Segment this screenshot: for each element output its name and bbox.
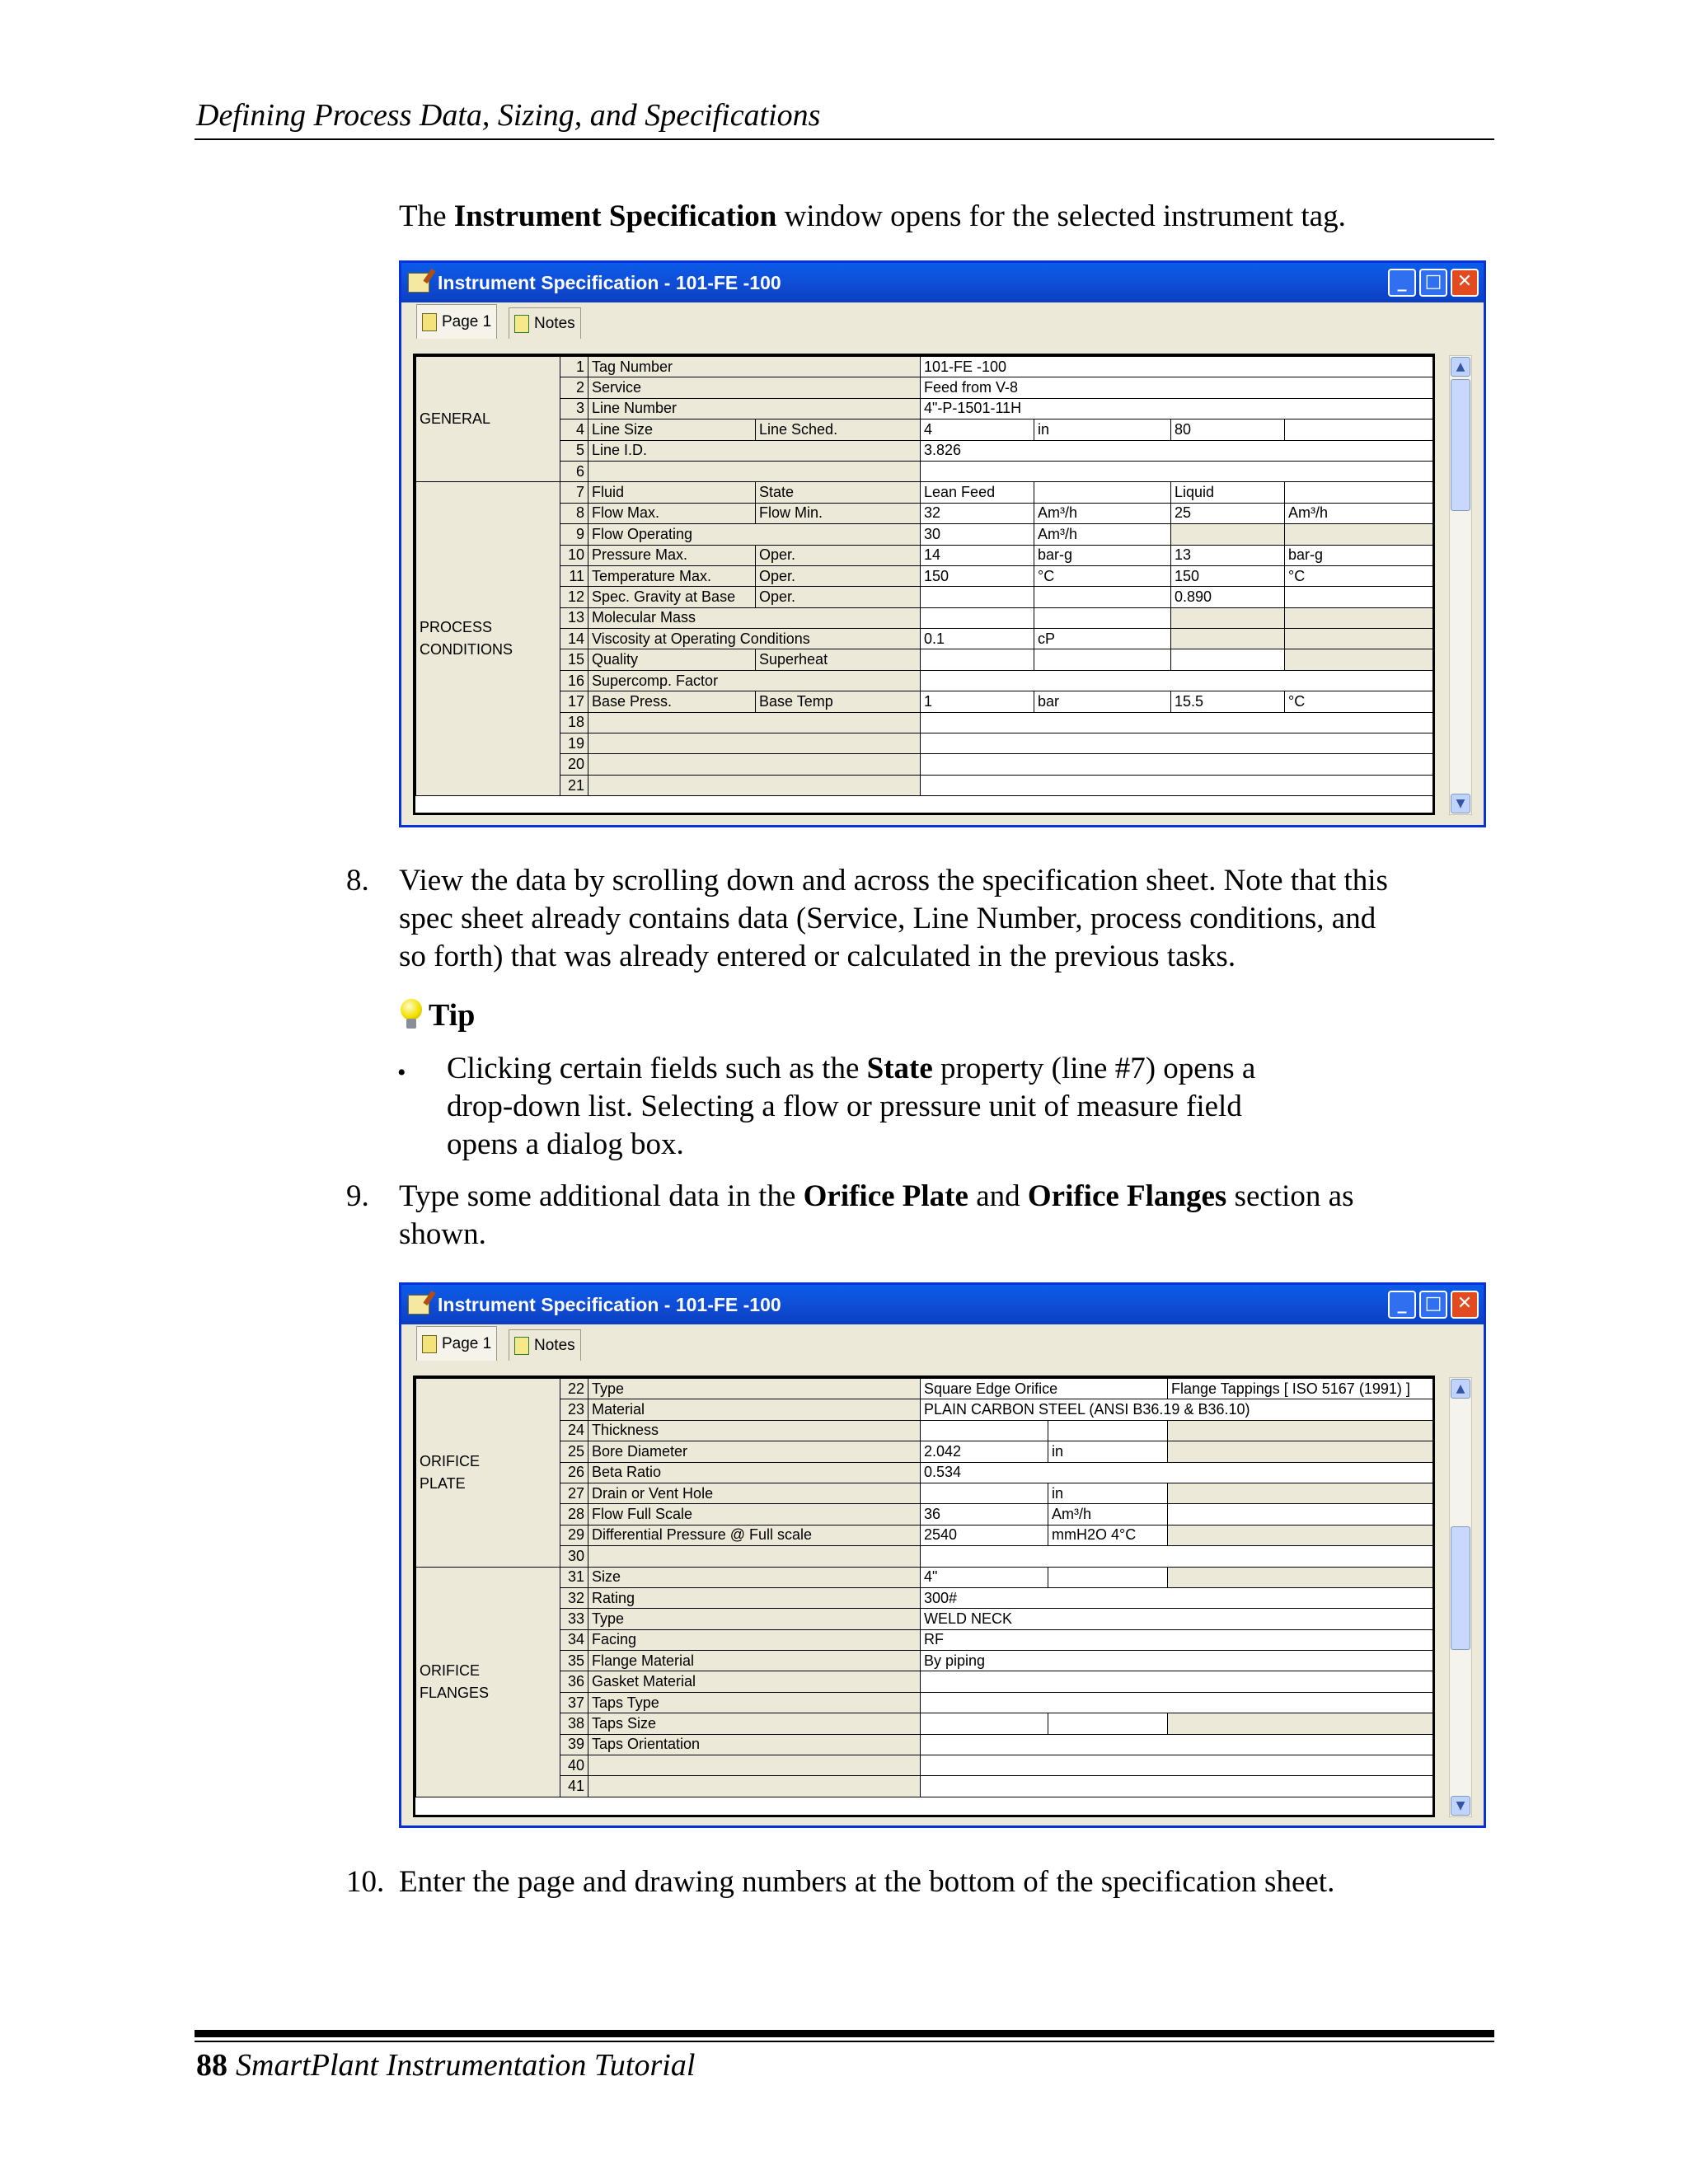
unit-value[interactable]: in (1048, 1483, 1168, 1503)
field-value[interactable]: 101-FE -100 (921, 357, 1433, 377)
field-value-secondary[interactable]: 13 (1171, 545, 1285, 565)
field-label-secondary: State (756, 482, 921, 503)
field-value[interactable] (921, 712, 1433, 733)
row-number: 33 (560, 1609, 588, 1629)
step-8-line-2: spec sheet already contains data (Service, Line Number, process conditions, and (399, 902, 1376, 935)
step-8-line-1: View the data by scrolling down and across the specification sheet. Note that this (399, 864, 1388, 898)
field-label: Material (588, 1399, 921, 1420)
window-title: Instrument Specification - 101-FE -100 (438, 271, 781, 293)
field-value[interactable]: Lean Feed (921, 482, 1034, 503)
minimize-button[interactable]: _ (1388, 1291, 1416, 1319)
close-button[interactable]: ✕ (1451, 269, 1479, 297)
field-value[interactable]: 0.1 (921, 629, 1034, 649)
row-number: 41 (560, 1776, 588, 1797)
tip-text (447, 1050, 1255, 1164)
field-label: Temperature Max. (588, 565, 756, 586)
row-number: 1 (560, 357, 588, 377)
footer-rule-thick (195, 2030, 1494, 2037)
unit-value-secondary[interactable] (1285, 607, 1433, 628)
field-value[interactable] (921, 649, 1034, 670)
spec-row (416, 1692, 1433, 1713)
scroll-thumb[interactable] (1451, 1526, 1470, 1650)
field-value[interactable]: 30 (921, 524, 1034, 545)
spec-row (416, 1504, 1433, 1525)
spec-row (416, 1629, 1433, 1650)
notes-icon (514, 315, 529, 333)
field-label: Line Number (588, 398, 921, 419)
unit-value[interactable]: °C (1034, 565, 1171, 586)
spec-row (416, 733, 1433, 754)
step-9-line-1: Type some additional data in the Orifice Plate and Orifice Flanges section as (399, 1179, 1354, 1213)
field-label: Viscosity at Operating Conditions (588, 629, 921, 649)
tip-line-3: opens a dialog box. (447, 1127, 684, 1161)
spec-grid (413, 1376, 1435, 1817)
spec-row (416, 1671, 1433, 1692)
field-value[interactable] (921, 754, 1433, 775)
field-label: Beta Ratio (588, 1462, 921, 1483)
section-label: ORIFICE FLANGES (416, 1567, 560, 1797)
field-label: Bore Diameter (588, 1441, 921, 1462)
scroll-thumb[interactable] (1451, 379, 1470, 511)
field-label: Fluid (588, 482, 756, 503)
unit-value-secondary[interactable] (1285, 482, 1433, 503)
window-titlebar (401, 263, 1484, 302)
spec-row (416, 1776, 1433, 1797)
row-number: 27 (560, 1483, 588, 1503)
field-value[interactable] (921, 1692, 1433, 1713)
spec-row (416, 1755, 1433, 1776)
field-value-secondary[interactable] (1171, 629, 1285, 649)
field-label: Facing (588, 1629, 921, 1650)
row-number: 23 (560, 1399, 588, 1420)
unit-value-secondary[interactable]: bar-g (1285, 545, 1433, 565)
unit-value[interactable]: mmH2O 4°C (1048, 1525, 1168, 1545)
row-number: 8 (560, 503, 588, 523)
field-value-secondary[interactable]: 15.5 (1171, 691, 1285, 712)
field-label: Pressure Max. (588, 545, 756, 565)
spec-row (416, 503, 1433, 523)
spec-row (416, 629, 1433, 649)
spec-row (416, 649, 1433, 670)
spec-row (416, 1609, 1433, 1629)
row-number: 16 (560, 670, 588, 691)
tip-line-2: drop-down list. Selecting a flow or pressure unit of measure field (447, 1090, 1242, 1123)
field-value[interactable]: PLAIN CARBON STEEL (ANSI B36.19 & B36.10) (921, 1399, 1433, 1420)
shaded-cell (1168, 1483, 1433, 1503)
spec-row (416, 440, 1433, 461)
unit-value[interactable]: bar (1034, 691, 1171, 712)
row-number: 39 (560, 1734, 588, 1755)
step-9-text (399, 1178, 1353, 1254)
field-label: Quality (588, 649, 756, 670)
lightbulb-icon (399, 999, 424, 1032)
field-value[interactable] (921, 1671, 1433, 1692)
field-value-secondary[interactable]: 150 (1171, 565, 1285, 586)
unit-value[interactable] (1034, 649, 1171, 670)
instrument-spec-window-1 (399, 260, 1486, 827)
row-number: 22 (560, 1379, 588, 1399)
field-label: Flow Operating (588, 524, 921, 545)
spec-row (416, 1441, 1433, 1462)
shaded-cell (1168, 1567, 1433, 1587)
field-value[interactable] (921, 587, 1034, 607)
field-value[interactable] (921, 1420, 1048, 1441)
unit-value-secondary[interactable] (1285, 524, 1433, 545)
row-number: 28 (560, 1504, 588, 1525)
scroll-up-arrow-icon[interactable]: ▲ (1451, 357, 1470, 377)
running-header: Defining Process Data, Sizing, and Specifications (196, 98, 821, 133)
field-value[interactable] (921, 775, 1433, 795)
field-label (588, 1546, 921, 1567)
window-titlebar (401, 1285, 1484, 1324)
unit-value-secondary[interactable]: °C (1285, 565, 1433, 586)
row-number: 19 (560, 733, 588, 754)
unit-value[interactable] (1048, 1420, 1168, 1441)
row-number: 10 (560, 545, 588, 565)
row-number: 24 (560, 1420, 588, 1441)
vertical-scrollbar[interactable] (1449, 1377, 1472, 1817)
field-label: Taps Type (588, 1692, 921, 1713)
spec-row (416, 1525, 1433, 1545)
tab-page-1[interactable] (416, 304, 497, 339)
field-label-secondary: Superheat (756, 649, 921, 670)
row-number: 4 (560, 419, 588, 440)
row-number: 30 (560, 1546, 588, 1567)
window-title: Instrument Specification - 101-FE -100 (438, 1293, 781, 1315)
spec-row (416, 775, 1433, 795)
field-value[interactable]: RF (921, 1629, 1433, 1650)
row-number: 38 (560, 1713, 588, 1734)
field-label-secondary: Oper. (756, 565, 921, 586)
step-8-line-3: so forth) that was already entered or calculated in the previous tasks. (399, 940, 1236, 973)
row-number: 34 (560, 1629, 588, 1650)
notes-icon (514, 1337, 529, 1355)
maximize-button[interactable]: □ (1419, 269, 1447, 297)
row-number: 26 (560, 1462, 588, 1483)
unit-value[interactable]: Am³/h (1034, 503, 1171, 523)
field-value[interactable]: Square Edge Orifice (921, 1379, 1168, 1399)
footer-title: SmartPlant Instrumentation Tutorial (236, 2048, 696, 2083)
footer-rule-thin (195, 2041, 1494, 2042)
spec-row (416, 524, 1433, 545)
vertical-scrollbar[interactable] (1449, 355, 1472, 815)
row-number: 7 (560, 482, 588, 503)
row-number: 35 (560, 1651, 588, 1671)
row-number: 3 (560, 398, 588, 419)
row-number: 32 (560, 1587, 588, 1608)
field-label: Differential Pressure @ Full scale (588, 1525, 921, 1545)
field-label: Line I.D. (588, 440, 921, 461)
unit-value-secondary[interactable] (1285, 649, 1433, 670)
minimize-button[interactable]: _ (1388, 269, 1416, 297)
step-10-number: 10. (346, 1865, 385, 1899)
field-value[interactable]: Feed from V-8 (921, 377, 1433, 398)
field-label: Flow Full Scale (588, 1504, 921, 1525)
row-number: 18 (560, 712, 588, 733)
field-label (588, 461, 921, 481)
field-label-secondary: Oper. (756, 587, 921, 607)
field-label (588, 1755, 921, 1776)
field-label: Taps Orientation (588, 1734, 921, 1755)
maximize-button[interactable]: □ (1419, 1291, 1447, 1319)
scroll-down-arrow-icon[interactable]: ▼ (1451, 794, 1470, 813)
row-number: 31 (560, 1567, 588, 1587)
spec-row (416, 1587, 1433, 1608)
spec-table (415, 1378, 1433, 1797)
field-value[interactable]: 150 (921, 565, 1034, 586)
section-label: GENERAL (416, 357, 560, 482)
row-number: 13 (560, 607, 588, 628)
field-label (588, 775, 921, 795)
spec-row (416, 545, 1433, 565)
field-value[interactable] (921, 733, 1433, 754)
row-number: 17 (560, 691, 588, 712)
field-value[interactable]: 2540 (921, 1525, 1048, 1545)
section-label: ORIFICE PLATE (416, 1379, 560, 1568)
spec-row (416, 691, 1433, 712)
field-label (588, 1776, 921, 1797)
tab-label: Notes (534, 314, 575, 332)
field-value-secondary[interactable]: 25 (1171, 503, 1285, 523)
intro-paragraph (399, 198, 1346, 236)
field-value[interactable] (921, 1734, 1433, 1755)
spec-row (416, 1399, 1433, 1420)
spec-row (416, 1651, 1433, 1671)
unit-value-secondary[interactable]: Am³/h (1285, 503, 1433, 523)
row-number: 15 (560, 649, 588, 670)
row-number: 12 (560, 587, 588, 607)
field-value[interactable] (921, 1776, 1433, 1797)
field-label: Type (588, 1609, 921, 1629)
tip-heading (399, 997, 475, 1033)
field-value[interactable]: 4 (921, 419, 1034, 440)
tab-label: Page 1 (442, 312, 492, 330)
field-value[interactable]: 300# (921, 1587, 1433, 1608)
spec-row (416, 1420, 1433, 1441)
unit-value[interactable]: Am³/h (1034, 524, 1171, 545)
shaded-cell (1168, 1420, 1433, 1441)
page-icon (422, 1335, 437, 1353)
tab-label: Notes (534, 1336, 575, 1354)
row-number: 40 (560, 1755, 588, 1776)
spec-row (416, 1567, 1433, 1587)
unit-value[interactable] (1034, 587, 1171, 607)
tip-title: Tip (429, 998, 476, 1033)
field-label: Molecular Mass (588, 607, 921, 628)
field-label: Type (588, 1379, 921, 1399)
unit-value[interactable] (1048, 1567, 1168, 1587)
field-value[interactable] (921, 607, 1034, 628)
tip-line-1: Clicking certain fields such as the State property (line #7) opens a (447, 1052, 1256, 1085)
field-value-secondary[interactable] (1171, 649, 1285, 670)
intro-bold: Instrument Specification (453, 199, 777, 233)
unit-value[interactable] (1034, 607, 1171, 628)
field-label-secondary: Base Temp (756, 691, 921, 712)
field-label-secondary: Line Sched. (756, 419, 921, 440)
instrument-spec-window-2 (399, 1282, 1486, 1828)
unit-value[interactable] (1034, 482, 1171, 503)
field-label: Spec. Gravity at Base (588, 587, 756, 607)
field-value-secondary[interactable] (1171, 607, 1285, 628)
field-label: Flow Max. (588, 503, 756, 523)
row-number: 36 (560, 1671, 588, 1692)
field-label-secondary: Oper. (756, 545, 921, 565)
tab-strip (401, 302, 1484, 342)
unit-value[interactable]: bar-g (1034, 545, 1171, 565)
step-8-number: 8. (346, 864, 369, 898)
field-value[interactable] (921, 461, 1433, 481)
unit-value-secondary[interactable] (1285, 629, 1433, 649)
field-value-secondary[interactable] (1171, 524, 1285, 545)
field-value[interactable]: 36 (921, 1504, 1048, 1525)
shaded-cell (1168, 1713, 1433, 1734)
row-number: 14 (560, 629, 588, 649)
page-footer (196, 2047, 695, 2083)
field-value[interactable] (921, 1483, 1048, 1503)
field-value-secondary[interactable]: Flange Tappings [ ISO 5167 (1991) ] (1168, 1379, 1433, 1399)
field-label (588, 754, 921, 775)
unit-value[interactable]: in (1034, 419, 1171, 440)
spec-row (416, 712, 1433, 733)
section-label: PROCESS CONDITIONS (416, 482, 560, 796)
unit-value[interactable] (1048, 1713, 1168, 1734)
field-value-secondary[interactable]: Liquid (1171, 482, 1285, 503)
intro-text-2: window opens for the selected instrument tag. (776, 199, 1346, 233)
step-9-number: 9. (346, 1179, 369, 1213)
field-value[interactable]: WELD NECK (921, 1609, 1433, 1629)
tab-page-1[interactable] (416, 1326, 497, 1361)
row-number: 25 (560, 1441, 588, 1462)
field-value[interactable]: By piping (921, 1651, 1433, 1671)
field-label-secondary: Flow Min. (756, 503, 921, 523)
tab-strip (401, 1324, 1484, 1364)
field-label: Size (588, 1567, 921, 1587)
unit-value-secondary[interactable]: °C (1285, 691, 1433, 712)
field-value[interactable]: 3.826 (921, 440, 1433, 461)
spec-row (416, 587, 1433, 607)
page-icon (422, 313, 437, 331)
spec-row (416, 377, 1433, 398)
spec-table (415, 356, 1433, 796)
tab-label: Page 1 (442, 1334, 492, 1352)
spec-app-icon (408, 273, 429, 293)
close-button[interactable]: ✕ (1451, 1291, 1479, 1319)
field-value[interactable]: 2.042 (921, 1441, 1048, 1462)
page-number: 88 (196, 2048, 227, 2083)
field-label: Thickness (588, 1420, 921, 1441)
spec-row (416, 565, 1433, 586)
field-value[interactable] (921, 670, 1433, 691)
unit-value-secondary[interactable] (1285, 419, 1433, 440)
spec-row (416, 1462, 1433, 1483)
spec-row (416, 398, 1433, 419)
field-value[interactable] (921, 1546, 1433, 1567)
row-number: 9 (560, 524, 588, 545)
field-label: Base Press. (588, 691, 756, 712)
spec-row (416, 1379, 1433, 1399)
field-label: Tag Number (588, 357, 921, 377)
spec-row (416, 419, 1433, 440)
header-rule (195, 138, 1494, 140)
spec-app-icon (408, 1295, 429, 1315)
step-9-line-2: shown. (399, 1217, 486, 1251)
field-label: Service (588, 377, 921, 398)
spec-row (416, 461, 1433, 481)
unit-value[interactable]: in (1048, 1441, 1168, 1462)
field-label: Drain or Vent Hole (588, 1483, 921, 1503)
field-label: Taps Size (588, 1713, 921, 1734)
field-label: Supercomp. Factor (588, 670, 921, 691)
unit-value[interactable]: Am³/h (1048, 1504, 1168, 1525)
tip-bullet: • (397, 1059, 406, 1086)
field-value[interactable]: 0.534 (921, 1462, 1433, 1483)
field-label: Flange Material (588, 1651, 921, 1671)
spec-row (416, 1546, 1433, 1567)
shaded-cell (1168, 1525, 1433, 1545)
spec-row (416, 754, 1433, 775)
intro-text-1: The (399, 199, 454, 233)
row-number: 2 (560, 377, 588, 398)
scroll-down-arrow-icon[interactable]: ▼ (1451, 1796, 1470, 1816)
row-number: 29 (560, 1525, 588, 1545)
field-label (588, 733, 921, 754)
field-label: Gasket Material (588, 1671, 921, 1692)
spec-row (416, 1734, 1433, 1755)
unit-value-secondary[interactable] (1285, 587, 1433, 607)
step-8-text (399, 862, 1388, 976)
field-value[interactable]: 14 (921, 545, 1034, 565)
field-label: Rating (588, 1587, 921, 1608)
field-label (588, 712, 921, 733)
row-number: 11 (560, 565, 588, 586)
field-value[interactable] (921, 1713, 1048, 1734)
field-label: Line Size (588, 419, 756, 440)
field-value-secondary[interactable]: 80 (1171, 419, 1285, 440)
tab-notes[interactable] (509, 1329, 581, 1361)
row-number: 6 (560, 461, 588, 481)
spec-row (416, 482, 1433, 503)
spec-grid (413, 354, 1435, 815)
field-value[interactable]: 32 (921, 503, 1034, 523)
scroll-up-arrow-icon[interactable]: ▲ (1451, 1379, 1470, 1399)
spec-row (416, 670, 1433, 691)
blank-cell[interactable] (1168, 1504, 1433, 1525)
spec-row (416, 357, 1433, 377)
field-value[interactable]: 4" (921, 1567, 1048, 1587)
spec-row (416, 1483, 1433, 1503)
spec-row (416, 607, 1433, 628)
row-number: 5 (560, 440, 588, 461)
field-value[interactable]: 4"-P-1501-11H (921, 398, 1433, 419)
row-number: 20 (560, 754, 588, 775)
row-number: 37 (560, 1692, 588, 1713)
shaded-cell (1168, 1441, 1433, 1462)
field-value[interactable]: 1 (921, 691, 1034, 712)
row-number: 21 (560, 775, 588, 795)
field-value-secondary[interactable]: 0.890 (1171, 587, 1285, 607)
tab-notes[interactable] (509, 307, 581, 339)
spec-row (416, 1713, 1433, 1734)
step-10-text: Enter the page and drawing numbers at the bottom of the specification sheet. (399, 1865, 1335, 1899)
field-value[interactable] (921, 1755, 1433, 1776)
unit-value[interactable]: cP (1034, 629, 1171, 649)
